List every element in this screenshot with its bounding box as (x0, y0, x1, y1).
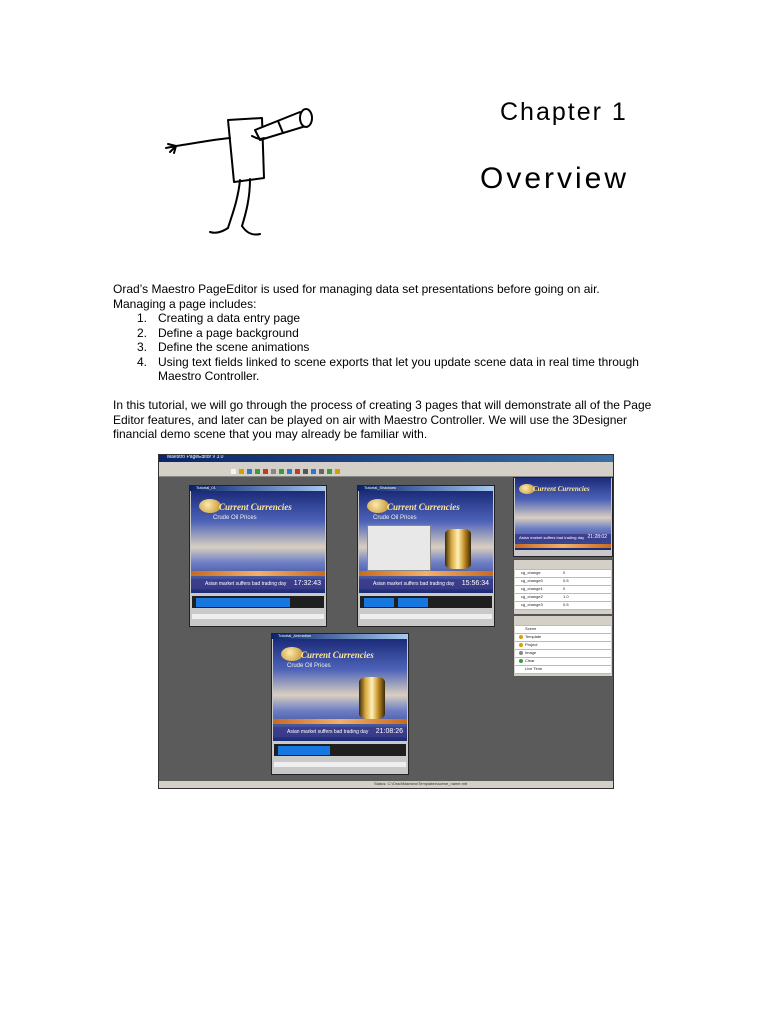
toolbar-button (255, 469, 260, 474)
properties-panel: cg_change 0 cg_change0 0.5 cg_change1 0 cg_change2 1.0 cg_change3 0.5 (513, 559, 613, 615)
toolbar-button (311, 469, 316, 474)
page-window: Tutorial_01 Current Currencies Crude Oil Prices Asian market suffers bad trading day 17:32:43 (189, 485, 327, 627)
toolbar-button (319, 469, 324, 474)
toolbar-button (303, 469, 308, 474)
toolbar-button (279, 469, 284, 474)
telescope-mascot-illustration (160, 100, 320, 245)
tutorial-paragraph: In this tutorial, we will go through the process of creating 3 pages that will demonstrate all of the Page Editor features, and later can be played on air with Maestro Controller. We will use the 3Designer financial demo scene that you may already be familiar with. (113, 398, 652, 441)
steps-list (113, 311, 653, 384)
app-titlebar: Maestro PageEditor v 3.0 (159, 455, 613, 462)
page-title: Overview (480, 162, 630, 195)
list-item: 3. Define the scene animations (137, 340, 310, 354)
intro-paragraph: Orad’s Maestro PageEditor is used for managing data set presentations before going on air. Managing a page includes: (113, 282, 600, 311)
list-item: 4. Using text fields linked to scene exports that let you update scene data in real time through Maestro Controller. (137, 354, 639, 383)
chapter-label: Chapter 1 (500, 98, 628, 126)
page-window: Tutorial_Shadows Current Currencies Crude Oil Prices Asian market suffers bad trading day 15:56:34 (357, 485, 495, 627)
toolbar-button (295, 469, 300, 474)
tree-panel: Scene Template Project Image Clear Live Time (513, 615, 613, 677)
toolbar-button (327, 469, 332, 474)
page-editor-screenshot (158, 454, 614, 789)
list-item: 2. Define a page background (137, 325, 299, 340)
app-statusbar: Status: C:\Orad\Maestro\Templates\scene_name.mtt (159, 781, 613, 788)
toolbar-button (247, 469, 252, 474)
list-item: 1. Creating a data entry page (137, 311, 301, 325)
preview-window: Current Currencies Asian market suffers bad trading day 21:28:02 (513, 477, 613, 557)
toolbar-button (231, 469, 236, 474)
toolbar-button (271, 469, 276, 474)
toolbar-button (239, 469, 244, 474)
toolbar-button (263, 469, 268, 474)
app-toolbar (159, 467, 613, 477)
toolbar-button (335, 469, 340, 474)
page-window: Tutorial_Animation Current Currencies Crude Oil Prices Asian market suffers bad trading day 21:08:26 (271, 633, 409, 775)
toolbar-button (287, 469, 292, 474)
